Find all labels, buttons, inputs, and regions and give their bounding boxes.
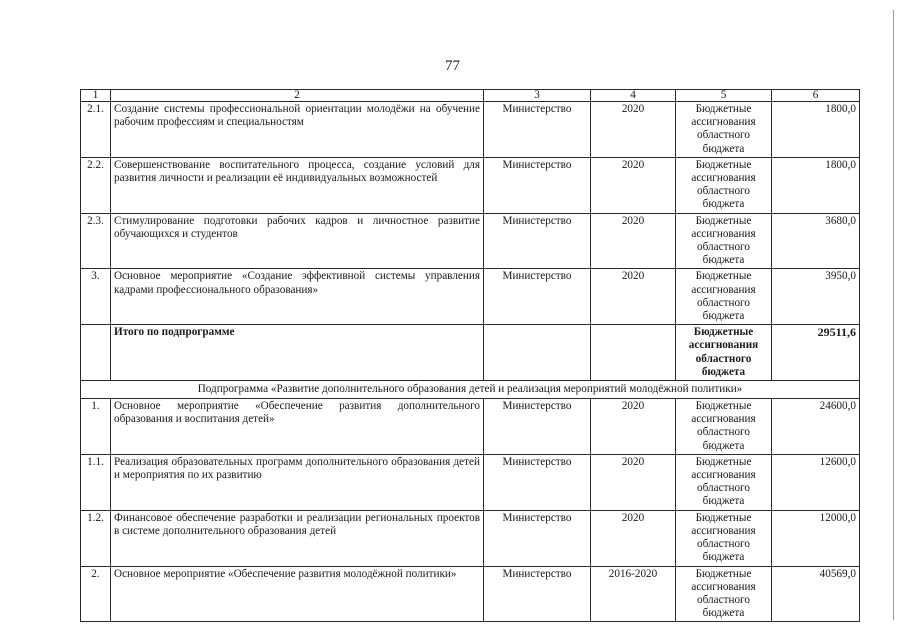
total-label: Итого по подпрограмме bbox=[111, 325, 484, 381]
item-year: 2020 bbox=[591, 157, 676, 213]
item-number: 3. bbox=[81, 269, 111, 325]
item-name: Стимулирование подготовки рабочих кадров и личностное развитие обучающихся и студентов bbox=[111, 213, 484, 269]
item-name: Финансовое обеспечение разработки и реализации региональных проектов в системе дополнительного образования детей bbox=[111, 510, 484, 566]
table-row bbox=[81, 213, 860, 269]
table-row bbox=[81, 510, 860, 566]
table-row bbox=[81, 157, 860, 213]
item-number: 2.3. bbox=[81, 213, 111, 269]
item-name: Основное мероприятие «Обеспечение развития молодёжной политики» bbox=[111, 566, 484, 622]
item-number: 2. bbox=[81, 566, 111, 622]
item-number: 1.1. bbox=[81, 454, 111, 510]
item-executor: Министерство bbox=[484, 399, 591, 455]
table-row bbox=[81, 102, 860, 158]
table-row bbox=[81, 269, 860, 325]
total-source: Бюджетные ассигнования областного бюджета bbox=[676, 325, 772, 381]
item-name: Совершенствование воспитательного процесса, создание условий для развития личности и реализации её индивидуальных возможностей bbox=[111, 157, 484, 213]
header-cell: 6 bbox=[772, 90, 860, 102]
program-table bbox=[80, 89, 860, 622]
subprogram-title: Подпрограмма «Развитие дополнительного образования детей и реализация мероприятий молодёжной политики» bbox=[81, 381, 860, 399]
item-amount: 12600,0 bbox=[772, 454, 860, 510]
item-amount: 3680,0 bbox=[772, 213, 860, 269]
item-amount: 1800,0 bbox=[772, 157, 860, 213]
page-number: 77 bbox=[445, 58, 460, 74]
item-source: Бюджетные ассигнования областного бюджета bbox=[676, 102, 772, 158]
item-executor: Министерство bbox=[484, 454, 591, 510]
item-year: 2016-2020 bbox=[591, 566, 676, 622]
subprogram-total-row bbox=[81, 325, 860, 381]
header-cell: 3 bbox=[484, 90, 591, 102]
item-year: 2020 bbox=[591, 102, 676, 158]
item-executor: Министерство bbox=[484, 213, 591, 269]
item-executor: Министерство bbox=[484, 157, 591, 213]
item-amount: 1800,0 bbox=[772, 102, 860, 158]
table-row bbox=[81, 399, 860, 455]
item-source: Бюджетные ассигнования областного бюджета bbox=[676, 399, 772, 455]
item-amount: 24600,0 bbox=[772, 399, 860, 455]
item-year: 2020 bbox=[591, 454, 676, 510]
item-source: Бюджетные ассигнования областного бюджета bbox=[676, 157, 772, 213]
table-row bbox=[81, 454, 860, 510]
item-amount: 3950,0 bbox=[772, 269, 860, 325]
item-number: 1. bbox=[81, 399, 111, 455]
header-cell: 5 bbox=[676, 90, 772, 102]
item-source: Бюджетные ассигнования областного бюджета bbox=[676, 454, 772, 510]
item-source: Бюджетные ассигнования областного бюджета bbox=[676, 510, 772, 566]
item-amount: 40569,0 bbox=[772, 566, 860, 622]
header-cell: 2 bbox=[111, 90, 484, 102]
subprogram-heading-row bbox=[81, 381, 860, 399]
item-source: Бюджетные ассигнования областного бюджета bbox=[676, 269, 772, 325]
header-cell: 1 bbox=[81, 90, 111, 102]
item-amount: 12000,0 bbox=[772, 510, 860, 566]
item-executor: Министерство bbox=[484, 510, 591, 566]
item-name: Реализация образовательных программ дополнительного образования детей и мероприятия по их развитию bbox=[111, 454, 484, 510]
item-year bbox=[591, 325, 676, 381]
item-name: Основное мероприятие «Обеспечение развития дополнительного образования и воспитания детей» bbox=[111, 399, 484, 455]
item-year: 2020 bbox=[591, 399, 676, 455]
item-name: Основное мероприятие «Создание эффективной системы управления кадрами профессионального образования» bbox=[111, 269, 484, 325]
item-executor bbox=[484, 325, 591, 381]
item-source: Бюджетные ассигнования областного бюджета bbox=[676, 566, 772, 622]
item-number: 2.2. bbox=[81, 157, 111, 213]
item-year: 2020 bbox=[591, 213, 676, 269]
item-year: 2020 bbox=[591, 269, 676, 325]
item-executor: Министерство bbox=[484, 102, 591, 158]
item-number: 1.2. bbox=[81, 510, 111, 566]
item-number bbox=[81, 325, 111, 381]
header-cell: 4 bbox=[591, 90, 676, 102]
item-name: Создание системы профессиональной ориентации молодёжи на обучение рабочим профессиям и специальностям bbox=[111, 102, 484, 158]
item-number: 2.1. bbox=[81, 102, 111, 158]
item-source: Бюджетные ассигнования областного бюджета bbox=[676, 213, 772, 269]
item-executor: Министерство bbox=[484, 566, 591, 622]
item-year: 2020 bbox=[591, 510, 676, 566]
item-executor: Министерство bbox=[484, 269, 591, 325]
column-number-header bbox=[81, 90, 860, 102]
table-row bbox=[81, 566, 860, 622]
total-amount: 29511,6 bbox=[772, 325, 860, 381]
scan-edge-line bbox=[893, 10, 894, 620]
